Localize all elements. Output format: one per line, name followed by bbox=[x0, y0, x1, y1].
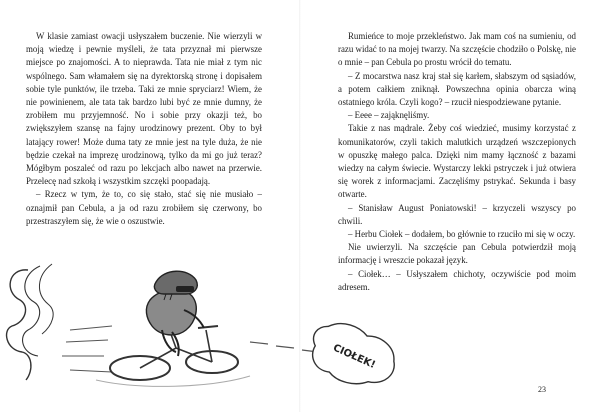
right-paragraph-5: – Stanisław August Poniatowski! – krzyczeli wszyscy po chwili. bbox=[338, 202, 576, 226]
rider-goggles bbox=[176, 286, 194, 292]
right-paragraph-4: Takie z nas mądrale. Żeby coś wiedzieć, musimy korzystać z komunikatorów, czyli takich malutkich urządzeń wszczepionych w opuszkę małego palca. Dzięki nim mamy łączność z bazami wiedzy na całym świecie. Wystarczy lekki pstryczek i już otwiera się worek z informacjami. Zaczęliśmy pstrykać. Sekunda i basy otwarte. bbox=[338, 123, 576, 200]
left-paragraph-2: – Rzecz w tym, że to, co się stało, stać się nie musiało – oznajmił pan Cebula, a ja od razu zrobiłem się czerwony, bo przestraszyłem się, że wie o oszustwie. bbox=[26, 189, 262, 226]
motion-swirl bbox=[7, 270, 31, 380]
right-paragraph-8: – Ciołek… – Usłyszałem chichoty, oczywiście pod moim adresem. bbox=[338, 268, 576, 292]
left-page bbox=[26, 30, 262, 228]
right-paragraph-2: – Z mocarstwa nasz kraj stał się karłem, słabszym od sąsiadów, a potem całkiem zniknął. Powszechna opinia obarcza winą ostatniego króla. Czyli kogo? – rzucił niespodziewane pytanie. bbox=[338, 70, 576, 108]
left-paragraph-1: W klasie zamiast owacji usłyszałem buczenie. Nie wierzyli w moją wiedzę i pewnie myśleli, że tata przyznał mi pierwsze miejsce po znajomości. A to nieprawda. Tata nie miał z tym nic wspólnego. Sam włamałem się na dyrektorską stronę i dopisałem sobie tyle punktów, ile trzeba. Taki ze mnie spryciarz! Wiem, że nie powinienem, ale tata tak bardzo lubi być ze mnie dumny, że zrobiłem mu przyjemność. No i sobie przy okazji też, bo zwiększyłem szansę na fajny urodzinowy prezent. Oby to był latający rower! Może duma taty ze mnie jest na tyle duża, że nie będzie czekał na imprezę urodzinową, tylko da mi go już teraz? Mógłbym poszaleć od razu po lekcjach albo nawet na przerwie. Przelecę nad szkołą i wszystkim szczęki poopadają. bbox=[26, 31, 262, 187]
right-paragraph-6: – Herbu Ciołek – dodałem, bo głównie to rzuciło mi się w oczy. bbox=[348, 229, 576, 240]
speech-text: CIOŁEK! bbox=[331, 342, 377, 371]
motion-dashes bbox=[250, 342, 318, 352]
illustration bbox=[0, 230, 600, 412]
right-paragraph-3: – Eeee – zająknęliśmy. bbox=[348, 110, 430, 121]
right-paragraph-7: Nie uwierzyli. Na szczęście pan Cebula potwierdził moją informację i wreszcie pokazał język. bbox=[338, 242, 576, 266]
page-number: 23 bbox=[538, 385, 546, 394]
right-paragraph-1: Rumieńce to moje przekleństwo. Jak mam coś na sumieniu, od razu widać to na mojej twarzy. Na szczęście chodziło o Polskę, nie o mnie – pan Cebula po prostu wrócił do tematu. bbox=[338, 31, 576, 68]
